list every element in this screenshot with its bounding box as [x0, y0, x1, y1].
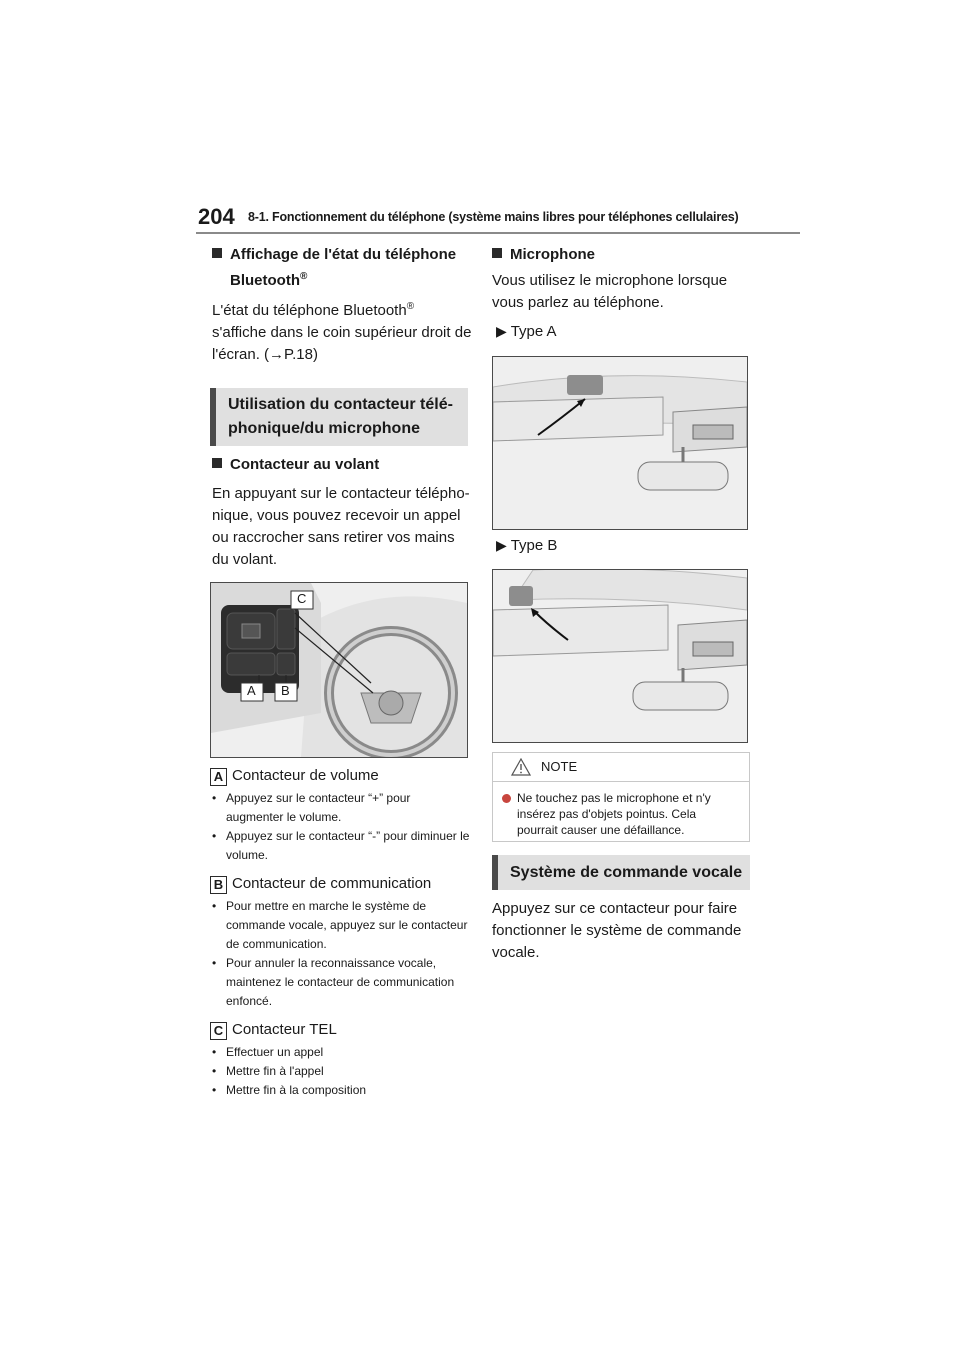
triangle-bullet-icon: ▶ — [496, 537, 507, 553]
switch-body — [212, 483, 474, 571]
status-body — [212, 300, 472, 366]
page-number: 204 — [198, 204, 235, 229]
switch-heading-text: Contacteur au volant — [230, 456, 380, 473]
note-body — [493, 782, 749, 846]
section-phone-switch — [210, 388, 468, 446]
square-bullet-icon — [212, 458, 222, 468]
volume-switch-bullets — [212, 789, 470, 865]
warning-icon — [511, 758, 531, 776]
microphone-type-a-figure — [492, 356, 748, 530]
voice-body-line: Appuyez sur ce contacteur pour faire — [492, 900, 738, 917]
type-b-text: Type B — [510, 537, 558, 554]
talk-switch-title: Contacteur de communication — [232, 875, 432, 892]
bullet-item: • Mettre fin à l'appel — [212, 1062, 470, 1081]
microphone-heading — [492, 242, 595, 268]
voice-body — [492, 898, 754, 964]
microphone-heading-text: Microphone — [510, 246, 595, 263]
registered-mark: ® — [299, 271, 308, 282]
status-body-line3: l'écran. (→P.18) — [212, 346, 318, 363]
voice-section-title: Système de commande vocale — [510, 864, 743, 881]
bullet-item: • Mettre fin à la composition — [212, 1081, 470, 1100]
header-divider — [196, 232, 800, 234]
square-bullet-icon — [212, 248, 222, 258]
switch-heading — [212, 452, 379, 478]
type-a-label — [496, 320, 557, 343]
status-body-line1: L'état du téléphone Bluetooth — [212, 302, 407, 319]
voice-body-line: vocale. — [492, 944, 540, 961]
switch-body-line: ou raccrocher sans retirer vos mains — [212, 529, 455, 546]
note-text: Ne touchez pas le microphone et n'y insérez pas d'objets pointus. Cela pourrait causer une défaillance. — [517, 791, 711, 837]
chapter-header: 8-1. Fonctionnement du téléphone (système mains libres pour téléphones cellulaires) — [248, 210, 739, 224]
status-heading-line1: Affichage de l'état du téléphone — [230, 246, 457, 263]
type-b-label — [496, 534, 557, 557]
square-bullet-icon — [492, 248, 502, 258]
item-letter-c: C — [210, 1022, 227, 1040]
status-heading-line2: Bluetooth — [230, 272, 300, 289]
steering-wheel-illustration — [211, 583, 467, 757]
section-voice-command — [492, 855, 750, 890]
status-heading — [212, 242, 472, 294]
bullet-item: • Pour mettre en marche le système de commande vocale, appuyez sur le contacteur de communication. — [212, 897, 470, 954]
item-letter-a: A — [210, 768, 227, 786]
bullet-item: • Effectuer un appel — [212, 1043, 470, 1062]
volume-switch-title: Contacteur de volume — [232, 767, 379, 784]
bullet-dot-icon — [502, 794, 511, 803]
status-body-line2: s'affiche dans le coin supérieur droit de — [212, 324, 472, 341]
registered-mark-2: ® — [406, 301, 415, 312]
note-box — [492, 752, 750, 842]
overhead-console-illustration-b — [493, 570, 747, 742]
steering-wheel-figure — [210, 582, 468, 758]
section-title-line2: phonique/du microphone — [228, 420, 420, 437]
note-label: NOTE — [541, 759, 578, 774]
figure-label-a: A — [247, 683, 256, 698]
microphone-body — [492, 270, 754, 314]
type-a-text: Type A — [510, 323, 557, 340]
figure-label-b: B — [281, 683, 290, 698]
tel-switch-title: Contacteur TEL — [232, 1021, 337, 1038]
voice-body-line: fonctionner le système de commande — [492, 922, 742, 939]
note-header — [493, 753, 749, 782]
bullet-item: • Appuyez sur le contacteur “+” pour augmenter le volume. — [212, 789, 470, 827]
switch-body-line: du volant. — [212, 551, 278, 568]
microphone-type-b-figure — [492, 569, 748, 743]
figure-label-c: C — [297, 591, 307, 606]
overhead-console-illustration-a — [493, 357, 747, 529]
bullet-item: • Appuyez sur le contacteur “-” pour diminuer le volume. — [212, 827, 470, 865]
talk-switch-bullets — [212, 897, 470, 1011]
section-title-line1: Utilisation du contacteur télé- — [228, 396, 453, 413]
item-letter-b: B — [210, 876, 227, 894]
switch-body-line: En appuyant sur le contacteur télépho- — [212, 485, 470, 502]
microphone-body-line: vous parlez au téléphone. — [492, 294, 664, 311]
tel-switch-bullets — [212, 1043, 470, 1100]
bullet-item: • Pour annuler la reconnaissance vocale, maintenez le contacteur de communication enfoncé. — [212, 954, 470, 1011]
microphone-body-line: Vous utilisez le microphone lorsque — [492, 272, 728, 289]
switch-body-line: nique, vous pouvez recevoir un appel — [212, 507, 461, 524]
triangle-bullet-icon: ▶ — [496, 323, 507, 339]
